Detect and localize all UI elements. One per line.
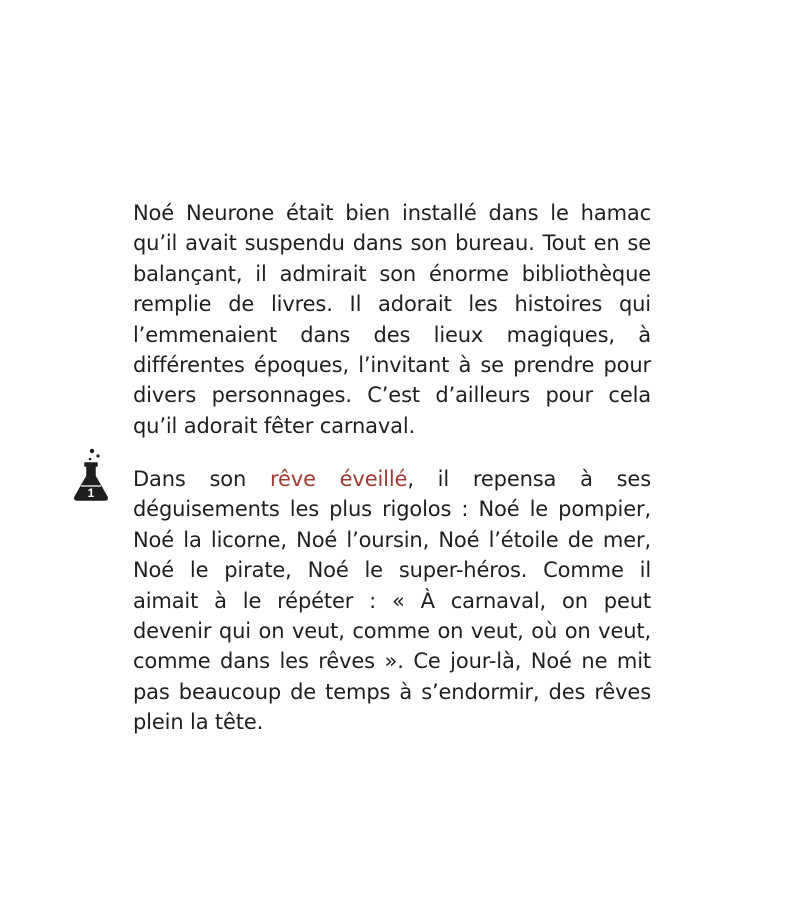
- story-paragraph-1: Noé Neurone était bien installé dans le hamac qu’il avait suspendu dans son bureau. Tout en se balançant, il admirait son énorme bibliothèque remplie de livres. Il adorait les histoires qui l’emmenaient dans des lieux magiques, à différentes époques, l’invitant à se prendre pour divers personnages. C’est d’ailleurs pour cela qu’il adorait fêter carnaval.: [133, 201, 651, 438]
- paragraph-2-start: Dans son: [133, 467, 270, 491]
- flask-icon: [70, 446, 112, 504]
- paragraph-2-rest: , il repensa à ses déguisements les plus rigolos : Noé le pompier, Noé la licorne, Noé l’oursin, Noé l’étoile de mer, Noé le pirate, Noé le super-héros. Comme il aimait à le répéter : « À carnaval, on peut devenir qui on veut, comme on veut, où on veut, comme dans les rêves ». Ce jour-là, Noé ne mit pas beaucoup de temps à s’endormir, des rêves plein la tête.: [133, 467, 651, 735]
- flask-number: 1: [87, 486, 95, 500]
- highlight-term-reve-eveille: rêve éveillé: [270, 467, 408, 491]
- story-paragraph-2: [133, 464, 651, 738]
